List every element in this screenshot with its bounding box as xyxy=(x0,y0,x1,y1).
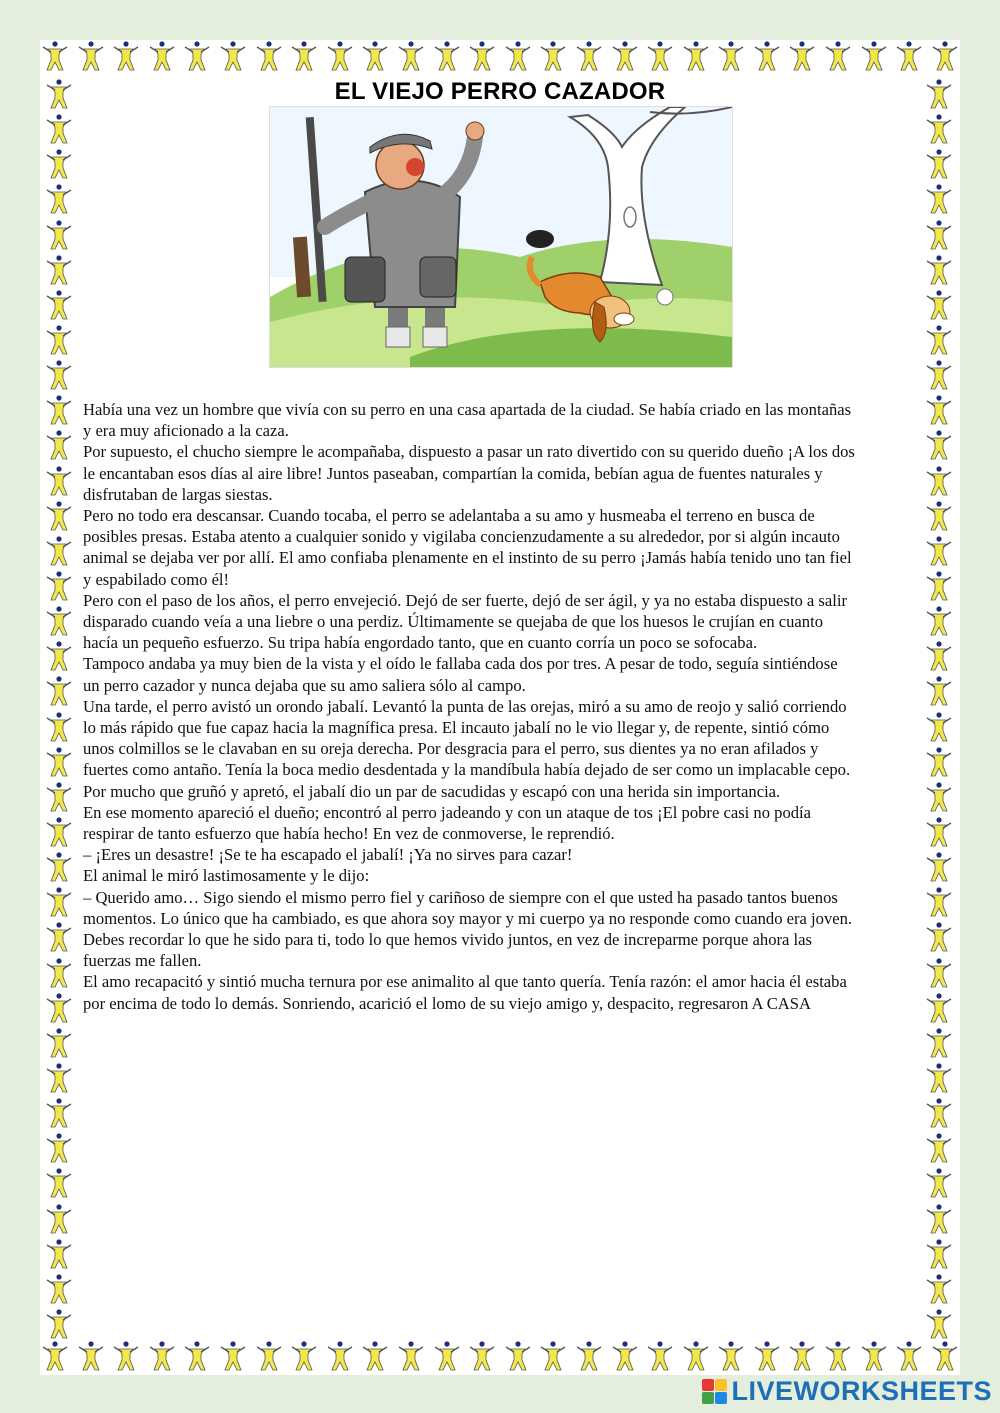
border-figure-icon xyxy=(503,1340,533,1376)
border-figure-icon xyxy=(610,40,640,80)
story-line: le encantaban esos días al aire libre! Juntos paseaban, compartían la comida, bebían agua de fuentes naturales y xyxy=(83,463,823,483)
border-figure-icon xyxy=(40,40,70,80)
story-line: Debes recordar lo que he sido para ti, todo lo que hemos vivido juntos, en vez de increparme porque ahora las xyxy=(83,930,812,950)
border-figure-icon xyxy=(924,394,960,426)
border-figure-icon xyxy=(924,289,960,321)
story-line: y espabilado como él! xyxy=(83,569,230,589)
border-figure-icon xyxy=(924,640,960,672)
liveworksheets-logo xyxy=(702,1376,992,1407)
story-line: un perro cazador y nunca dejaba que su amo saliera sólo al campo. xyxy=(83,675,526,695)
border-figure-icon xyxy=(538,40,568,80)
border-figure-icon xyxy=(467,40,497,80)
story-line: Tampoco andaba ya muy bien de la vista y el oído le fallaba cada dos por tres. A pesar de todo, seguía sintiéndose xyxy=(83,654,838,674)
border-figure-icon xyxy=(924,183,960,215)
border-figure-icon xyxy=(894,1340,924,1376)
story-line: lo más rápido que fue capaz hacia la magnífica presa. El incauto jabalí no le vio llegar y, de repente, sintió cómo xyxy=(83,718,830,738)
border-figure-icon xyxy=(752,1340,782,1376)
border-figure-icon xyxy=(44,394,80,426)
border-figure-icon xyxy=(76,1340,106,1376)
story-line: Por supuesto, el chucho siempre le acompañaba, dispuesto a pasar un rato divertido con su querido dueño ¡A los dos xyxy=(83,442,855,462)
border-top xyxy=(40,40,960,80)
border-figure-icon xyxy=(924,324,960,356)
border-figure-icon xyxy=(924,359,960,391)
border-figure-icon xyxy=(716,1340,746,1376)
border-figure-icon xyxy=(924,113,960,145)
border-figure-icon xyxy=(787,1340,817,1376)
story-line: El animal le miró lastimosamente y le dijo: xyxy=(83,866,370,886)
border-figure-icon xyxy=(254,1340,284,1376)
border-figure-icon xyxy=(44,500,80,532)
story-line: por encima de todo lo demás. Sonriendo, acarició el lomo de su viejo amigo y, despacito, regresaron A CASA xyxy=(83,993,811,1013)
story-line: disfrutaban de largas siestas. xyxy=(83,484,273,504)
border-figure-icon xyxy=(111,40,141,80)
border-figure-icon xyxy=(924,254,960,286)
border-figure-icon xyxy=(44,921,80,953)
border-figure-icon xyxy=(924,921,960,953)
story-line: – Querido amo… Sigo siendo el mismo perro fiel y cariñoso de siempre con el que usted ha pasado tantos buenos xyxy=(83,887,838,907)
story-line: posibles presas. Estaba atento a cualquier sonido y vigilaba concienzudamente a su alrededor, por si algún incauto xyxy=(83,527,840,547)
page-title: EL VIEJO PERRO CAZADOR xyxy=(334,78,666,105)
border-figure-icon xyxy=(44,289,80,321)
border-figure-icon xyxy=(432,1340,462,1376)
border-figure-icon xyxy=(218,40,248,80)
border-figure-icon xyxy=(924,1097,960,1129)
story-line: fuerzas me fallen. xyxy=(83,951,202,971)
border-figure-icon xyxy=(924,1203,960,1235)
border-figure-icon xyxy=(823,40,853,80)
border-figure-icon xyxy=(924,675,960,707)
border-figure-icon xyxy=(787,40,817,80)
border-figure-icon xyxy=(574,1340,604,1376)
border-figure-icon xyxy=(182,1340,212,1376)
border-figure-icon xyxy=(147,1340,177,1376)
border-figure-icon xyxy=(44,219,80,251)
border-figure-icon xyxy=(924,535,960,567)
border-figure-icon xyxy=(44,465,80,497)
border-figure-icon xyxy=(716,40,746,80)
border-figure-icon xyxy=(44,675,80,707)
border-figure-icon xyxy=(681,40,711,80)
hunter-dog-illustration xyxy=(269,106,733,368)
story-line: Había una vez un hombre que vivía con su perro en una casa apartada de la ciudad. Se había criado en las montañas xyxy=(83,400,852,419)
story-line: – ¡Eres un desastre! ¡Se te ha escapado el jabalí! ¡Ya no sirves para cazar! xyxy=(83,845,573,865)
border-figure-icon xyxy=(44,640,80,672)
border-figure-icon xyxy=(44,570,80,602)
border-figure-icon xyxy=(538,1340,568,1376)
border-figure-icon xyxy=(44,851,80,883)
border-figure-icon xyxy=(44,605,80,637)
border-figure-icon xyxy=(182,40,212,80)
border-figure-icon xyxy=(44,113,80,145)
story-line: hacía un pequeño esfuerzo. Su tripa había engordado tanto, que en cuanto corría un poco se sofocaba. xyxy=(83,633,758,653)
border-figure-icon xyxy=(823,1340,853,1376)
border-figure-icon xyxy=(574,40,604,80)
border-figure-icon xyxy=(610,1340,640,1376)
border-figure-icon xyxy=(44,359,80,391)
logo-text: LIVEWORKSHEETS xyxy=(731,1376,992,1406)
story-line: El amo recapacitó y sintió mucha ternura por ese animalito al que tanto quería. Tenía razón: el amor hacia él estaba xyxy=(83,972,847,992)
border-figure-icon xyxy=(859,1340,889,1376)
border-figure-icon xyxy=(924,1308,960,1340)
border-figure-icon xyxy=(44,429,80,461)
story-line: respirar de tanto esfuerzo que había hecho! En vez de conmoverse, le reprendió. xyxy=(83,824,615,844)
border-figure-icon xyxy=(44,183,80,215)
border-figure-icon xyxy=(44,148,80,180)
border-figure-icon xyxy=(924,1167,960,1199)
border-figure-icon xyxy=(924,1027,960,1059)
border-figure-icon xyxy=(44,957,80,989)
logo-mark-icon xyxy=(702,1379,727,1404)
border-figure-icon xyxy=(924,1238,960,1270)
border-figure-icon xyxy=(645,40,675,80)
border-figure-icon xyxy=(924,992,960,1024)
story-line: Por mucho que gruñó y apretó, el jabalí dio un par de sacudidas y escapó con una herida sin importancia. xyxy=(83,781,781,801)
border-figure-icon xyxy=(924,1273,960,1305)
border-figure-icon xyxy=(924,781,960,813)
border-figure-icon xyxy=(44,992,80,1024)
border-figure-icon xyxy=(930,1340,960,1376)
border-figure-icon xyxy=(645,1340,675,1376)
border-figure-icon xyxy=(752,40,782,80)
border-figure-icon xyxy=(924,851,960,883)
border-figure-icon xyxy=(924,886,960,918)
border-bottom xyxy=(40,1340,960,1376)
story-line: Una tarde, el perro avistó un orondo jabalí. Levantó la punta de las orejas, miró a su amo de reojo y salió corriendo xyxy=(83,696,847,716)
border-figure-icon xyxy=(147,40,177,80)
border-figure-icon xyxy=(924,1132,960,1164)
border-figure-icon xyxy=(40,1340,70,1376)
border-figure-icon xyxy=(924,570,960,602)
border-figure-icon xyxy=(924,746,960,778)
border-figure-icon xyxy=(44,1097,80,1129)
story-line: disparado cuando veía a una liebre o una perdiz. Últimamente se quejaba de que los huesos le crujían en cuanto xyxy=(83,612,823,632)
border-figure-icon xyxy=(924,957,960,989)
border-figure-icon xyxy=(44,1167,80,1199)
border-figure-icon xyxy=(924,500,960,532)
border-figure-icon xyxy=(467,1340,497,1376)
border-figure-icon xyxy=(44,254,80,286)
border-figure-icon xyxy=(44,1062,80,1094)
logo-square xyxy=(702,1379,714,1391)
border-figure-icon xyxy=(360,40,390,80)
story-line: momentos. Lo único que ha cambiado, es que ahora soy mayor y mi cuerpo ya no responde como cuando era joven. xyxy=(83,908,853,928)
border-figure-icon xyxy=(44,1132,80,1164)
story-line: unos colmillos se le clavaban en su oreja derecha. Por desgracia para el perro, sus dientes ya no eran afilados y xyxy=(83,739,819,759)
border-figure-icon xyxy=(924,711,960,743)
border-figure-icon xyxy=(254,40,284,80)
border-figure-icon xyxy=(924,816,960,848)
border-figure-icon xyxy=(924,465,960,497)
border-figure-icon xyxy=(930,40,960,80)
border-figure-icon xyxy=(894,40,924,80)
story-line: En ese momento apareció el dueño; encontró al perro jadeando y con un ataque de tos ¡El pobre casi no podía xyxy=(83,802,812,822)
border-figure-icon xyxy=(44,535,80,567)
story-line: y era muy aficionado a la caza. xyxy=(83,421,289,441)
border-figure-icon xyxy=(360,1340,390,1376)
border-figure-icon xyxy=(396,1340,426,1376)
story-text xyxy=(83,399,925,1039)
logo-square xyxy=(715,1379,727,1391)
logo-square xyxy=(715,1392,727,1404)
border-figure-icon xyxy=(289,40,319,80)
border-figure-icon xyxy=(859,40,889,80)
border-figure-icon xyxy=(924,605,960,637)
border-figure-icon xyxy=(924,148,960,180)
border-figure-icon xyxy=(44,1027,80,1059)
border-figure-icon xyxy=(681,1340,711,1376)
border-figure-icon xyxy=(325,40,355,80)
border-left xyxy=(44,78,80,1340)
border-figure-icon xyxy=(325,1340,355,1376)
story-line: Pero no todo era descansar. Cuando tocaba, el perro se adelantaba a su amo y husmeaba el terreno en busca de xyxy=(83,506,815,526)
story-line: animal se dejaba ver por allí. El amo confiaba plenamente en el instinto de su perro ¡Jamás había tenido uno tan fiel xyxy=(83,548,852,568)
border-figure-icon xyxy=(76,40,106,80)
border-figure-icon xyxy=(218,1340,248,1376)
border-figure-icon xyxy=(44,816,80,848)
border-figure-icon xyxy=(44,781,80,813)
story-line: Pero con el paso de los años, el perro envejeció. Dejó de ser fuerte, dejó de ser ágil, y ya no estaba dispuesto a salir xyxy=(83,590,847,610)
border-figure-icon xyxy=(44,746,80,778)
logo-square xyxy=(702,1392,714,1404)
border-figure-icon xyxy=(44,324,80,356)
border-figure-icon xyxy=(44,1308,80,1340)
border-figure-icon xyxy=(44,711,80,743)
border-figure-icon xyxy=(503,40,533,80)
border-figure-icon xyxy=(289,1340,319,1376)
border-figure-icon xyxy=(432,40,462,80)
border-figure-icon xyxy=(44,1238,80,1270)
border-figure-icon xyxy=(44,1203,80,1235)
border-figure-icon xyxy=(924,219,960,251)
border-figure-icon xyxy=(44,886,80,918)
border-figure-icon xyxy=(396,40,426,80)
story-line: fuertes como antaño. Tenía la boca medio desdentada y la mandíbula había dejado de ser como un implacable cepo. xyxy=(83,760,851,780)
border-figure-icon xyxy=(924,429,960,461)
border-figure-icon xyxy=(111,1340,141,1376)
border-figure-icon xyxy=(924,1062,960,1094)
border-figure-icon xyxy=(44,1273,80,1305)
border-right xyxy=(924,78,960,1340)
